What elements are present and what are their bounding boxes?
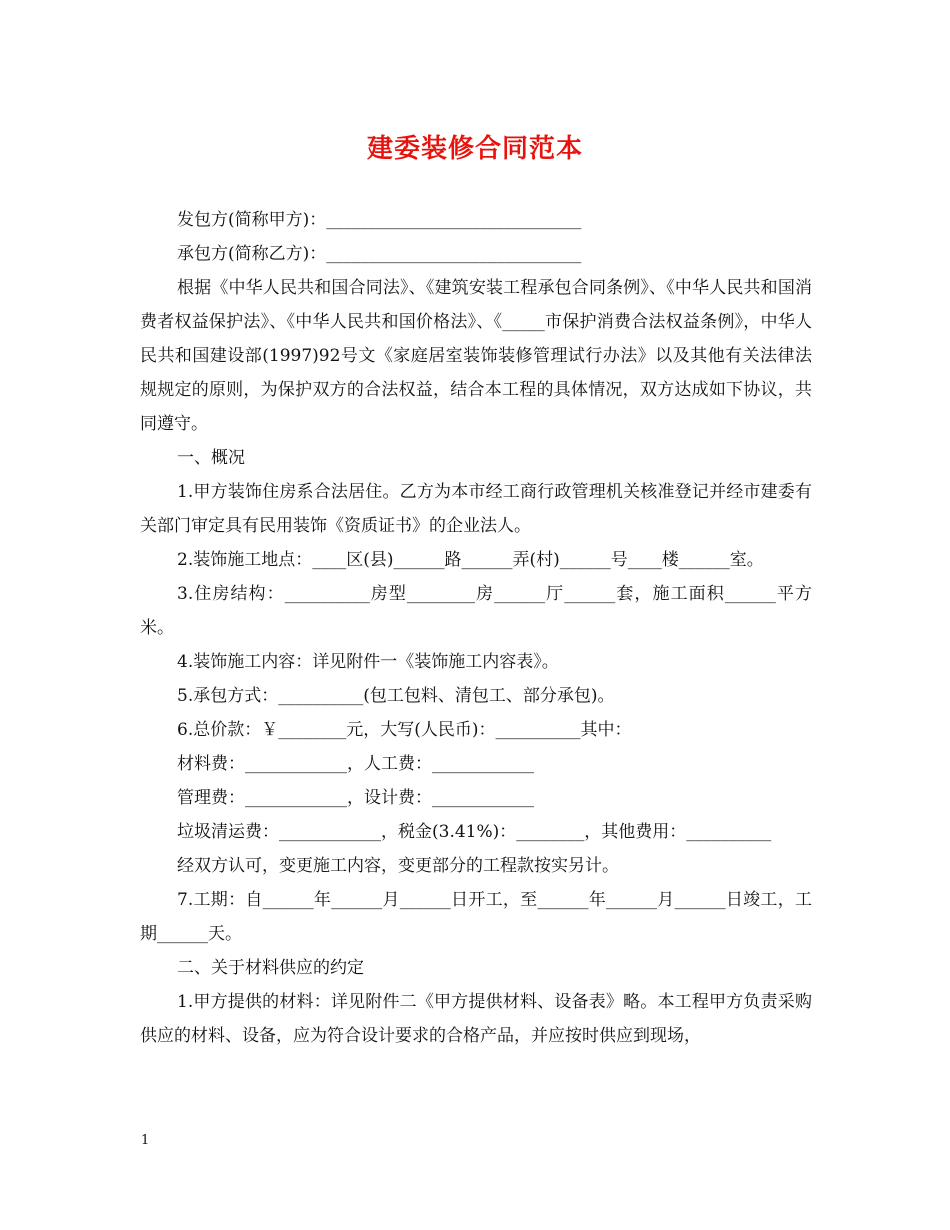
paragraph-item-1: 1.甲方装饰住房系合法居住。乙方为本市经工商行政管理机关核准登记并经市建委有关部门审定具有民用装饰《资质证书》的企业法人。 [140, 482, 812, 536]
paragraph-item-4: 4.装饰施工内容：详见附件一《装饰施工内容表》。 [177, 652, 559, 672]
paragraph-item-2: 2.装饰施工地点：____区(县)______路______弄(村)______号____楼______室。 [177, 550, 764, 570]
paragraph-party-b: 承包方(简称乙方)：______________________________ [177, 244, 582, 264]
paragraph-change-note: 经双方认可，变更施工内容，变更部分的工程款按实另计。 [177, 856, 619, 876]
paragraph-legal-basis: 根据《中华人民共和国合同法》、《建筑安装工程承包合同条例》、《中华人民共和国消费者权益保护法》、《中华人民共和国价格法》、《_____市保护消费合法权益条例》，中华人民共和国建设部(1997)92号文《家庭居室装饰装修管理试行办法》以及其他有关法律法规规定的原则，为保护双方的合法权益，结合本工程的具体情况，双方达成如下协议，共同遵守。 [140, 278, 812, 434]
document-body [140, 203, 812, 1053]
section-heading-overview: 一、概况 [177, 448, 245, 468]
paragraph-material-item-1: 1.甲方提供的材料：详见附件二《甲方提供材料、设备表》略。本工程甲方负责采购供应的材料、设备，应为符合设计要求的合格产品，并应按时供应到现场， [140, 992, 812, 1046]
paragraph-item-7: 7.工期：自______年______月______日开工，至______年______月______日竣工，工期______天。 [140, 890, 812, 944]
paragraph-item-6: 6.总价款：￥________元，大写(人民币)：__________其中： [177, 720, 632, 740]
paragraph-other-fees: 垃圾清运费：____________，税金(3.41%)：________，其他费用：__________ [177, 822, 772, 842]
paragraph-item-3: 3.住房结构：__________房型________房______厅______套，施工面积______平方米。 [140, 584, 812, 638]
page-number: 1 [141, 1133, 150, 1148]
paragraph-party-a: 发包方(简称甲方)：______________________________ [177, 210, 582, 230]
section-heading-material-supply: 二、关于材料供应的约定 [177, 958, 364, 978]
paragraph-material-labor-fees: 材料费：____________，人工费：____________ [177, 754, 534, 774]
paragraph-item-5: 5.承包方式：__________(包工包料、清包工、部分承包)。 [177, 686, 615, 706]
paragraph-management-design-fees: 管理费：____________，设计费：____________ [177, 788, 534, 808]
document-title: 建委装修合同范本 [366, 134, 583, 164]
